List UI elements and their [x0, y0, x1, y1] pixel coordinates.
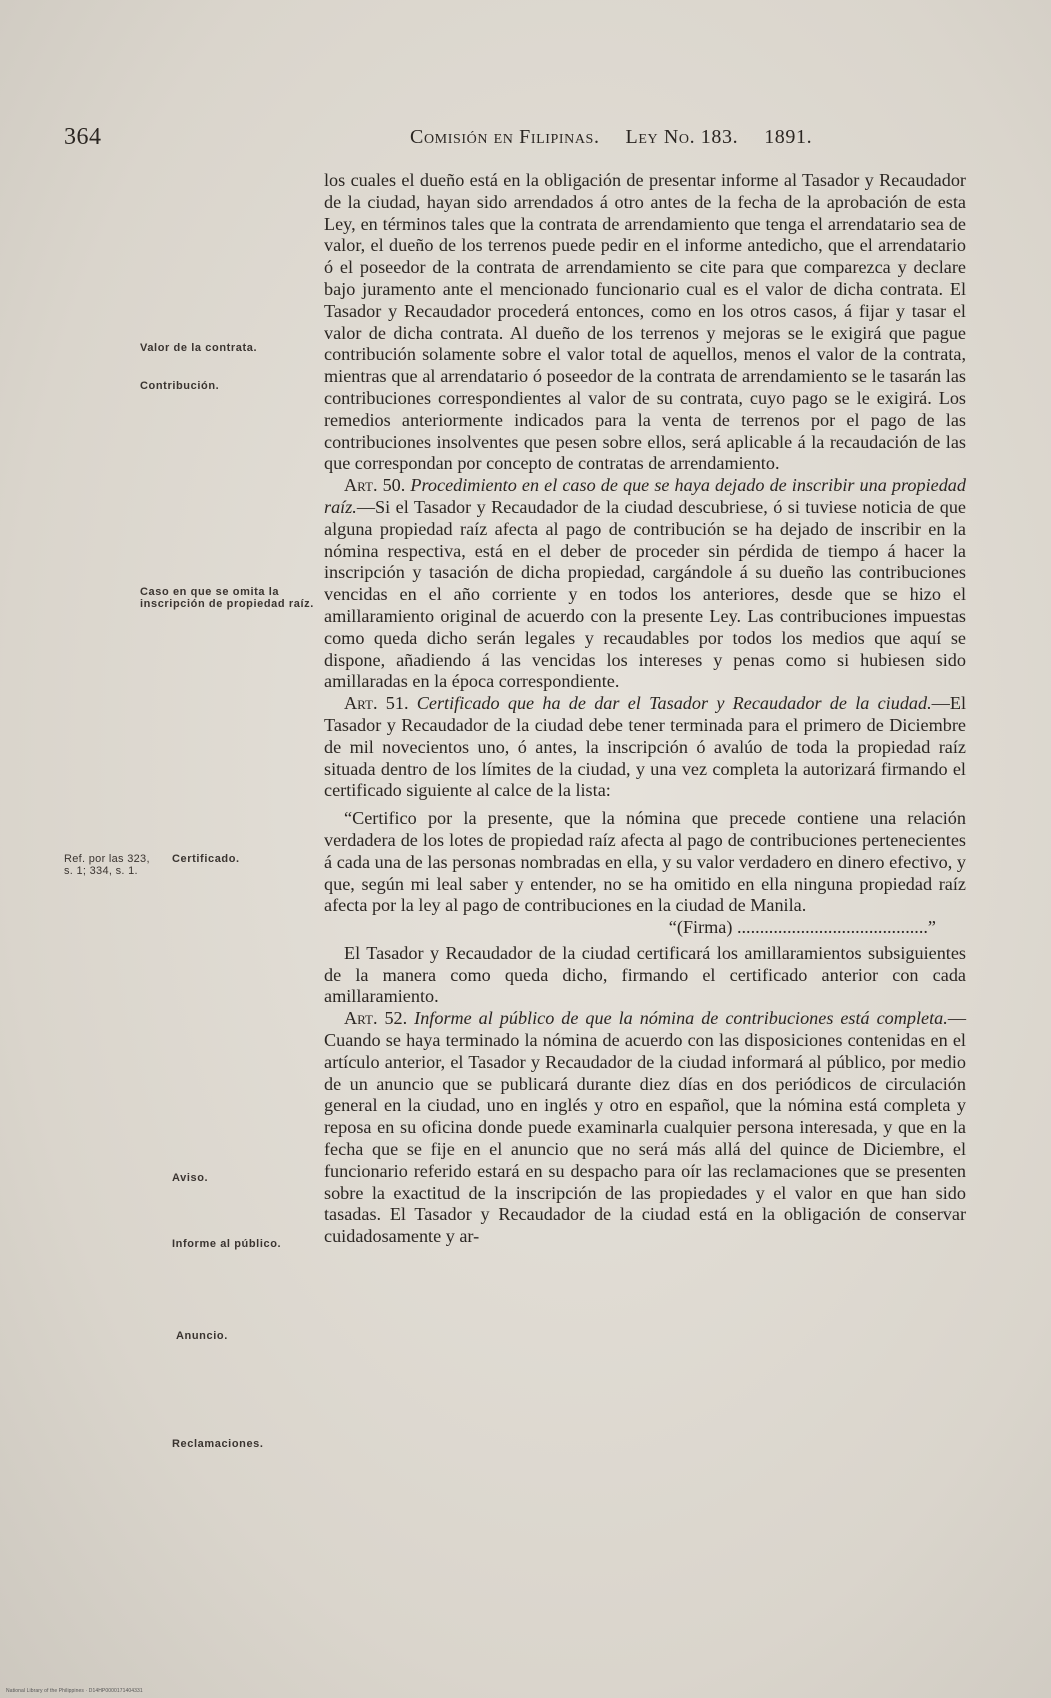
margin-note-contribucion: Contribución.: [140, 380, 220, 392]
article-51-number: Art. 51.: [344, 693, 409, 714]
paragraph-continuation: los cuales el dueño está en la obligación de presentar informe al Tasador y Recaudador de la ciudad, hayan sido arrendados á otro antes de la fecha de la aprobación de esta Ley, en términos tales que la contrata de arrendamiento que tenga el arrendatario sea de valor, el dueño de los terrenos puede pedir en el informe antedicho, que el arrendatario ó el poseedor de la contrata de arrendamiento se cite para que comparezca y declare bajo juramento ante el mencionado funcionario cual es el valor de dicha contrata. El Tasador y Recaudador procederá entonces, como en los otros casos, á fijar y tasar el valor de dicha contrata. Al dueño de los terrenos y mejoras se le exigirá que pague contribución solamente sobre el valor total de aquellos, menos el valor de la contrata, mientras que al arrendatario ó poseedor de la contrata de arrendamiento se le tasarán las contribuciones correspondientes al valor de su contrata, cuyo pago se le exigirá. Los remedios anteriormente indicados para la venta de terrenos por el pago de las contribuciones insolventes que pesen sobre ellos, será aplicable á la recaudación de las que correspondan por concepto de contratas de arrendamiento.: [324, 170, 966, 474]
article-50-title: Procedimiento en el caso de que se haya dejado de inscribir una propiedad raíz.: [324, 475, 966, 517]
margin-note-informe: Informe al público.: [172, 1238, 282, 1250]
article-50-text: —Si el Tasador y Recaudador de la ciudad descubriese, ó si tuviese noticia de que alguna propiedad raíz afecta al pago de contribución se ha dejado de inscribir en la nómina respectiva, está en el deber de proceder sin pérdida de tiempo á hacer la inscripción y tasación de dicha propiedad, cargándole á su dueño las contribuciones vencidas en el año corriente y en todos los anteriores, desde que se hizo el amillaramiento original de acuerdo con la presente Ley. Las contribuciones impuestas como queda dicho serán legales y recaudables por todos los medios que aquí se dispone, añadiendo á las vencidas los intereses y penas como si hubiesen sido amillaradas en la época correspondiente.: [324, 496, 966, 692]
margin-note-reclamaciones: Reclamaciones.: [172, 1438, 264, 1450]
margin-note-valor: Valor de la contrata.: [140, 342, 258, 354]
margin-note-caso: Caso en que se omita la inscripción de propiedad raíz.: [140, 586, 314, 610]
signature-line: “(Firma) ..........................................”: [668, 917, 936, 938]
margin-note-anuncio: Anuncio.: [176, 1330, 228, 1342]
article-50-number: Art. 50.: [344, 475, 406, 496]
scan-footer: National Library of the Philippines · D14HP0000171404331: [6, 1688, 143, 1694]
margin-note-aviso: Aviso.: [172, 1172, 209, 1184]
article-52-text: —Cuando se haya terminado la nómina de acuerdo con las disposiciones contenidas en el artículo anterior, el Tasador y Recaudador de la ciudad informará al público, por medio de un anuncio que se publicará durante diez días en dos periódicos de circulación general en la ciudad, uno en inglés y otro en español, que la nómina está completa y reposa en su oficina donde puede examinarla cualquier persona interesada, y que en la fecha que se fije en el anuncio que no será más allá del quince de Diciembre, el funcionario referido estará en su despacho para oír las reclamaciones que se presenten sobre la exactitud de la inscripción de las propiedades y el valor en que han sido tasadas. El Tasador y Recaudador de la ciudad está en la obligación de conservar cuidadosamente y ar-: [324, 1008, 966, 1247]
article-51-text: —El Tasador y Recaudador de la ciudad debe tener terminada para el primero de Diciembre de mil novecientos uno, ó antes, la inscripción ó avalúo de toda la propiedad raíz situada dentro de los límites de la ciudad, y una vez completa la autorizará firmando el certificado siguiente al calce de la lista:: [324, 693, 967, 801]
certificate-quote: “Certifico por la presente, que la nómina que precede contiene una relación verdadera de los lotes de propiedad raíz afecta al pago de contribuciones pertenecientes á cada una de las personas nombradas en ella, y su valor verdadero en dinero efectivo, y que, según mi leal saber y entender, no se ha omitido en ella ninguna propiedad raíz afecta por la ley al pago de contribuciones en la ciudad de Manila.: [324, 808, 966, 916]
aviso-paragraph: El Tasador y Recaudador de la ciudad certificará los amillaramientos subsiguientes de la manera como queda dicho, firmando el certificado anterior con cada amillaramiento.: [324, 942, 966, 1007]
article-50: [324, 475, 966, 693]
page-number: 364: [64, 124, 102, 150]
article-51-title: Certificado que ha de dar el Tasador y Recaudador de la ciudad.: [416, 693, 932, 714]
margin-note-certificado: Certificado.: [172, 853, 240, 865]
body-text: [324, 170, 966, 1248]
article-52: [324, 1008, 966, 1248]
margin-note-ref: Ref. por las 323, s. 1; 334, s. 1.: [64, 853, 150, 877]
running-title: [410, 126, 812, 149]
article-51: [324, 693, 966, 802]
article-52-number: Art. 52.: [344, 1008, 408, 1029]
law-year: 1891.: [764, 126, 813, 148]
running-header: [0, 124, 1051, 154]
law-number: Ley No. 183.: [625, 126, 739, 148]
commission-title: Comisión en Filipinas.: [410, 126, 600, 148]
article-52-title: Informe al público de que la nómina de contribuciones está completa.: [414, 1008, 948, 1029]
